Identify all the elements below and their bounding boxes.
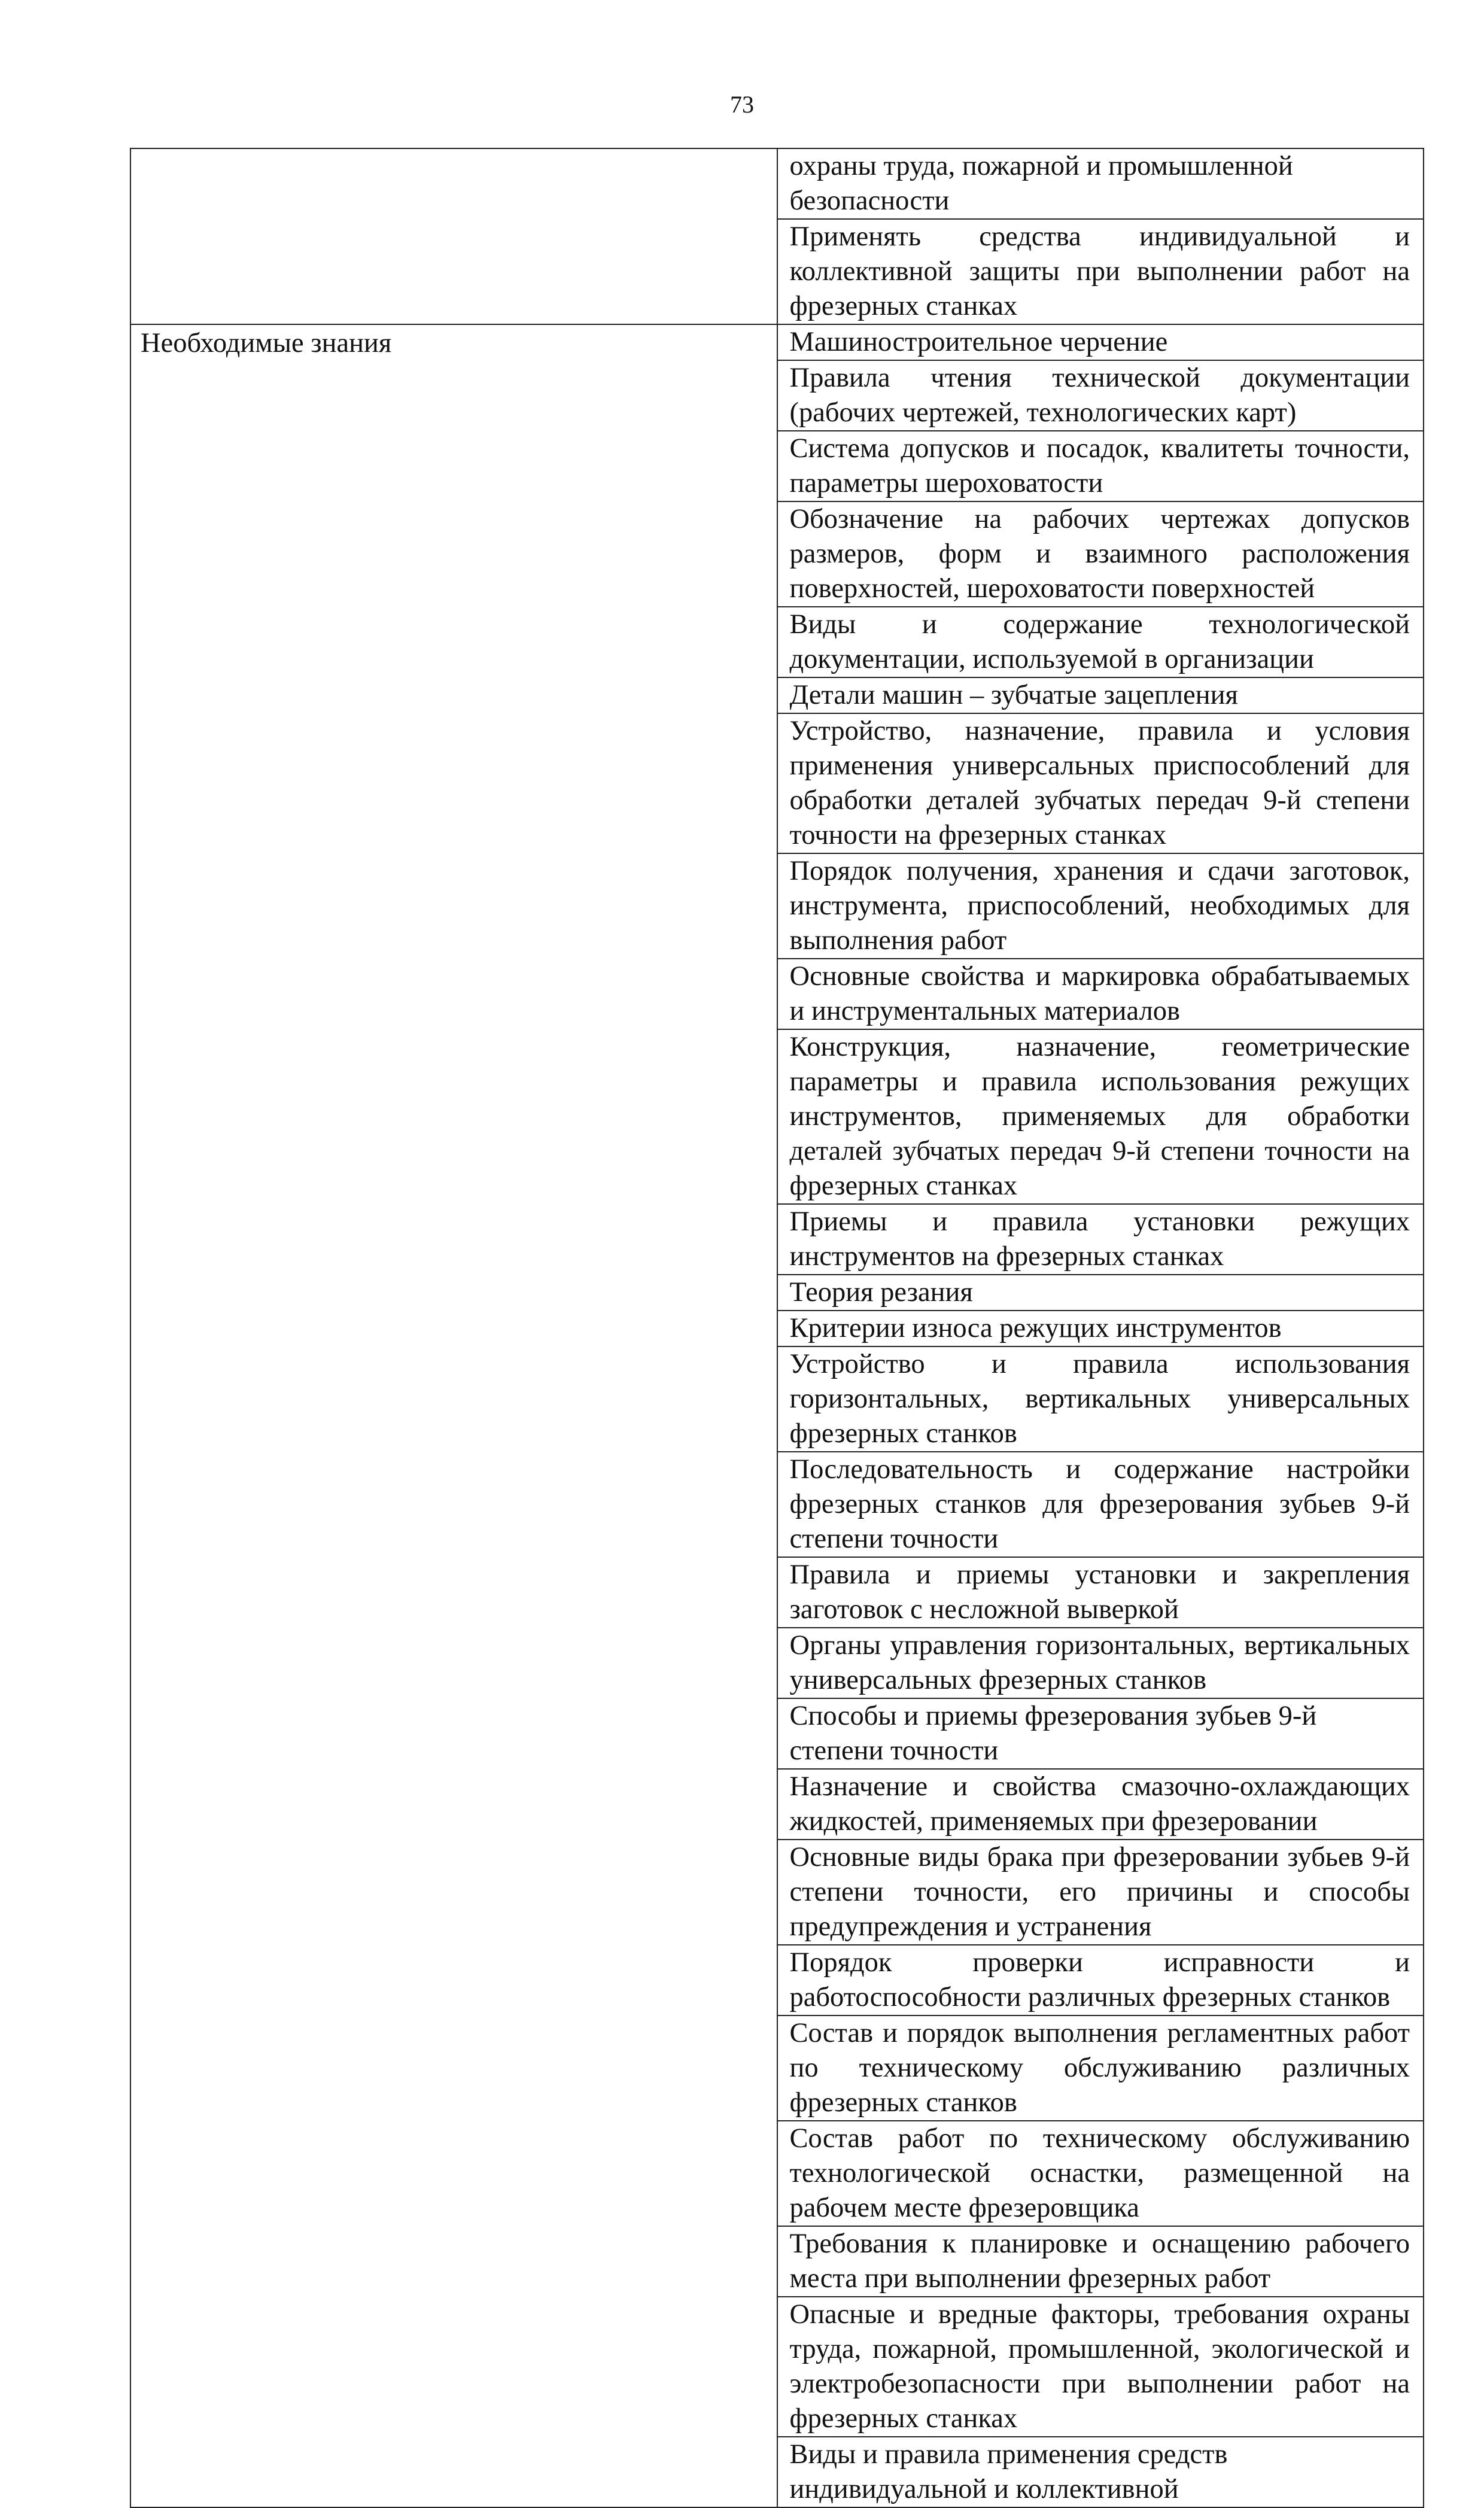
knowledge-item: Система допусков и посадок, квалитеты точности, параметры шероховатости	[777, 431, 1424, 501]
table-row	[130, 324, 1424, 360]
knowledge-item: Виды и содержание технологической документации, используемой в организации	[777, 607, 1424, 677]
knowledge-item: Состав работ по техническому обслуживанию технологической оснастки, размещенной на рабочем месте фрезеровщика	[777, 2121, 1424, 2226]
knowledge-item: Детали машин – зубчатые зацепления	[777, 677, 1424, 713]
knowledge-item: Обозначение на рабочих чертежах допусков размеров, форм и взаимного расположения поверхностей, шероховатости поверхностей	[777, 501, 1424, 607]
knowledge-item: Устройство, назначение, правила и условия применения универсальных приспособлений для обработки деталей зубчатых передач 9-й степени точности на фрезерных станках	[777, 713, 1424, 853]
requirements-table	[130, 148, 1424, 2508]
knowledge-item: Способы и приемы фрезерования зубьев 9-й степени точности	[777, 1698, 1424, 1769]
knowledge-item: Виды и правила применения средств индивидуальной и коллективной	[777, 2437, 1424, 2507]
continuation-item: Применять средства индивидуальной и коллективной защиты при выполнении работ на фрезерных станках	[777, 219, 1424, 324]
table-body	[130, 148, 1424, 2507]
knowledge-item: Основные свойства и маркировка обрабатываемых и инструментальных материалов	[777, 959, 1424, 1029]
table-row	[130, 148, 1424, 219]
knowledge-item: Требования к планировке и оснащению рабочего места при выполнении фрезерных работ	[777, 2226, 1424, 2297]
page-number: 73	[730, 91, 754, 118]
knowledge-item: Опасные и вредные факторы, требования охраны труда, пожарной, промышленной, экологической и электробезопасности при выполнении работ на фрезерных станках	[777, 2297, 1424, 2437]
knowledge-item: Правила чтения технической документации (рабочих чертежей, технологических карт)	[777, 360, 1424, 431]
empty-label-cell	[130, 148, 777, 324]
knowledge-item: Правила и приемы установки и закрепления заготовок с несложной выверкой	[777, 1557, 1424, 1628]
knowledge-item: Конструкция, назначение, геометрические параметры и правила использования режущих инструментов, применяемых для обработки деталей зубчатых передач 9-й степени точности на фрезерных станках	[777, 1029, 1424, 1204]
knowledge-item: Порядок получения, хранения и сдачи заготовок, инструмента, приспособлений, необходимых для выполнения работ	[777, 853, 1424, 959]
knowledge-item: Порядок проверки исправности и работоспособности различных фрезерных станков	[777, 1945, 1424, 2015]
knowledge-item: Машиностроительное черчение	[777, 324, 1424, 360]
section-label: Необходимые знания	[130, 324, 777, 2507]
knowledge-item: Теория резания	[777, 1275, 1424, 1311]
knowledge-item: Органы управления горизонтальных, вертикальных универсальных фрезерных станков	[777, 1628, 1424, 1698]
knowledge-item: Устройство и правила использования горизонтальных, вертикальных универсальных фрезерных станков	[777, 1346, 1424, 1452]
continuation-item: охраны труда, пожарной и промышленной безопасности	[777, 148, 1424, 219]
knowledge-item: Состав и порядок выполнения регламентных работ по техническому обслуживанию различных фрезерных станков	[777, 2015, 1424, 2121]
knowledge-item: Приемы и правила установки режущих инструментов на фрезерных станках	[777, 1204, 1424, 1275]
knowledge-item: Назначение и свойства смазочно-охлаждающих жидкостей, применяемых при фрезеровании	[777, 1769, 1424, 1840]
knowledge-item: Критерии износа режущих инструментов	[777, 1311, 1424, 1346]
knowledge-item: Основные виды брака при фрезеровании зубьев 9-й степени точности, его причины и способы предупреждения и устранения	[777, 1840, 1424, 1945]
knowledge-item: Последовательность и содержание настройки фрезерных станков для фрезерования зубьев 9-й степени точности	[777, 1452, 1424, 1557]
